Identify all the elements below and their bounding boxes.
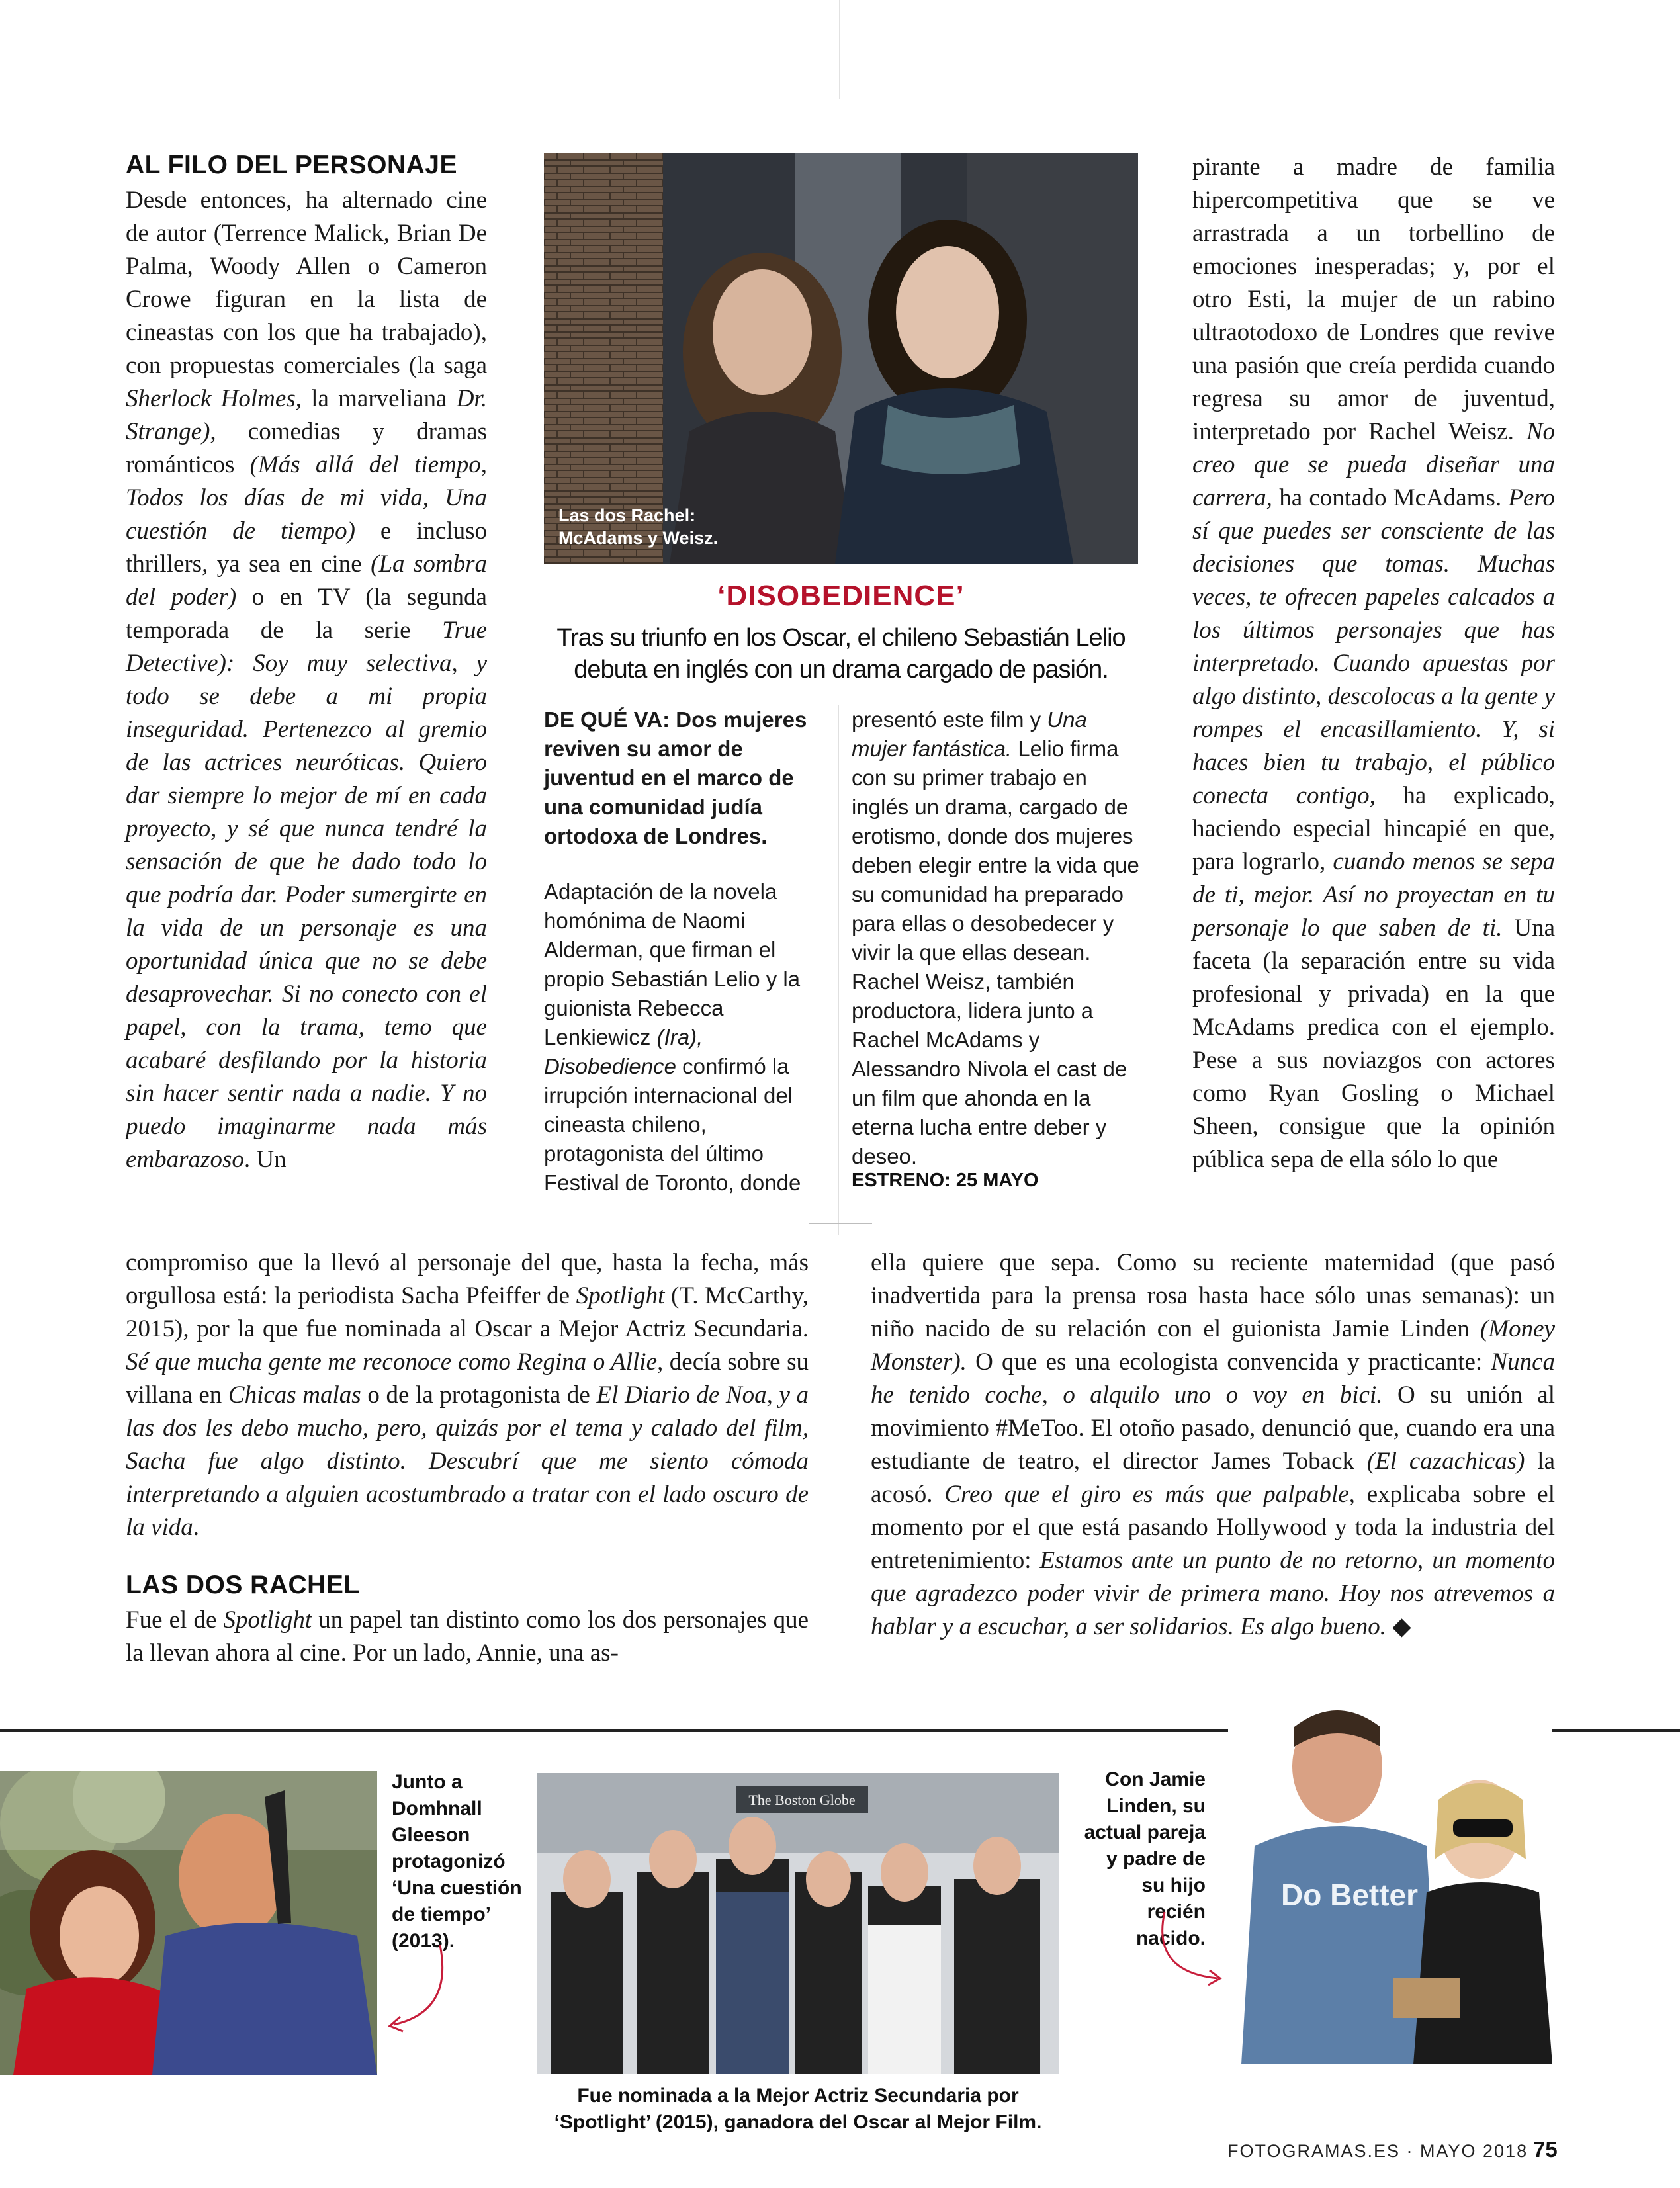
wide-right-paragraph: ella quiere que sepa. Como su reciente maternidad (que pasó inadvertida para la prensa rosa hasta hace sólo unas semanas): un niño nacido de su relación con el guionista Jamie Linden (Money Monster). O que es una ecologista convencida y practicante: Nunca he tenido coche, o alquilo uno o voy en bici. O su unión al movimiento #MeToo. El otoño pasado, denunció que, cuando era una estudiante de teatro, el director James Toback (El cazachicas) la acosó. Creo que el giro es más que palpable, explicaba sobre el momento por el que está pasando Hollywood y toda la industria del entretenimiento: Estamos ante un punto de no retorno, un momento que agradezco poder vivir de primera mano. Hoy nos atrevemos a hablar y a escuchar, a ser solidarios. Es algo bueno. ◆	[871, 1249, 1556, 1640]
photo-sign-text: The Boston Globe	[748, 1792, 856, 1808]
box-release-date: ESTRENO: 25 MAYO	[852, 1170, 1039, 1191]
box-lead: DE QUÉ VA: Dos mujeres reviven su amor de juventud en el marco de una comunidad judía ortodoxa de Londres.	[544, 707, 807, 848]
box-body-left: Adaptación de la novela homónima de Naomi Alderman, que firman el propio Sebastián Lelio y la guionista Rebecca Lenkiewicz (Ira), Disobedience confirmó la irrupción internacional del cineasta chileno, protagonista del último Festival de Toronto, donde	[544, 879, 801, 1195]
photo-spotlight-cast	[537, 1773, 1059, 2074]
box-title: ‘DISOBEDIENCE’	[717, 580, 965, 612]
photo-scene-svg	[544, 153, 1138, 564]
jamie-linden-svg	[1228, 1694, 1552, 2064]
disobedience-photo	[544, 153, 1138, 564]
about-time-svg	[0, 1771, 377, 2075]
box-body-right: presentó este film y Una mujer fantástica. Lelio firma con su primer trabajo en inglés un drama, cargado de erotismo, donde dos mujeres deben elegir entre la vida que su comunidad ha preparado para ellas o desobedecer y vivir la que ellas desean. Rachel Weisz, también productora, lidera junto a Rachel McAdams y Alessandro Nivola el cast de un film que ahonda en la eterna lucha entre deber y deseo.	[852, 707, 1139, 1168]
col1-paragraph: Desde entonces, ha alternado cine de autor (Terrence Malick, Brian De Palma, Woody Allen o Cameron Crowe figuran en la lista de cineastas con los que ha trabajado), con propuestas comerciales (la saga Sherlock Holmes, la marveliana Dr. Strange), comedias y dramas románticos (Más allá del tiempo, Todos los días de mi vida, Una cuestión de tiempo) e incluso thrillers, ya sea en cine (La sombra del poder) o en TV (la segunda temporada de la serie True Detective): Soy muy selectiva, y todo se debe a mi propia inseguridad. Pertenezco al gremio de las actrices neuróticas. Quiero dar siempre lo mejor de mí en cada proyecto, y sé que nunca tendré la sensación de que he dado todo lo que podría dar. Poder sumergirte en la vida de un personaje es una oportunidad única que no se debe desaprovechar. Si no conecto con el papel, con la trama, temo que acabaré desfilando por la historia sin hacer sentir nada a nadie. Y no puedo imaginarme nada más embarazoso. Un	[126, 187, 488, 1173]
box-column-divider	[838, 705, 839, 1235]
wide-left-paragraph: compromiso que la llevó al personaje del que, hasta la fecha, más orgullosa está: la periodista Sacha Pfeiffer de Spotlight (T. McCarthy, 2015), por la que fue nominada al Oscar a Mejor Actriz Secundaria. Sé que mucha gente me reconoce como Regina o Allie, decía sobre su villana en Chicas malas o de la protagonista de El Diario de Noa, y a las dos les debo mucho, pero, quizás por el tema y calado del film, Sacha fue algo distinto. Descubrí que me siento cómoda interpretando a alguien acostumbrado a tratar con el lado oscuro de la vida.	[126, 1249, 809, 1541]
photo-about-time	[0, 1771, 377, 2075]
caption-jamie-linden: Con Jamie Linden, su actual pareja y padre de su hijo recién nacido.	[1084, 1769, 1206, 1949]
box-bottom-rule	[809, 1223, 872, 1224]
section-heading-al-filo: AL FILO DEL PERSONAJE	[126, 151, 457, 179]
caption-arrow-right	[1151, 1905, 1231, 1991]
wide-left-paragraph-2: Fue el de Spotlight un papel tan distinto como los dos personajes que la llevan ahora al cine. Por un lado, Annie, una as-	[126, 1606, 809, 1667]
photo-caption-rachel: Las dos Rachel: McAdams y Weisz.	[558, 505, 719, 548]
footer-site-date: FOTOGRAMAS.ES · MAYO 2018	[1227, 2141, 1528, 2161]
photo-jamie-linden	[1228, 1694, 1552, 2064]
page-fold-line	[839, 0, 840, 99]
page-number: 75	[1533, 2137, 1558, 2162]
section-heading-las-dos-rachel: LAS DOS RACHEL	[126, 1571, 360, 1599]
spotlight-svg	[537, 1773, 1059, 2074]
caption-spotlight: Fue nominada a la Mejor Actriz Secundaria por ‘Spotlight’ (2015), ganadora del Oscar al Mejor Film.	[554, 2085, 1042, 2133]
caption-about-time: Junto a Domhnall Gleeson protagonizó ‘Una cuestión de tiempo’ (2013).	[392, 1771, 522, 1952]
col3-paragraph: pirante a madre de familia hipercompetitiva que se ve arrastrada a un torbellino de emociones inesperadas; y, por el otro Esti, la mujer de un rabino ultraotodoxo de Londres que revive una pasión que creía perdida cuando regresa su amor de juventud, interpretado por Rachel Weisz. No creo que se pueda diseñar una carrera, ha contado McAdams. Pero sí que puedes ser consciente de las decisiones que tomas. Muchas veces, te ofrecen papeles calcados a los últimos personajes que has interpretado. Cuando apuestas por algo distinto, descolocas a la gente y rompes el encasillamiento. Y, si haces bien tu trabajo, el público conecta contigo, ha explicado, haciendo especial hincapié en que, para lograrlo, cuando menos se sepa de ti, mejor. Así no proyectan en tu personaje lo que saben de ti. Una faceta (la separación entre su vida profesional y privada) en la que McAdams predica con el ejemplo. Pese a sus noviazgos con actores como Ryan Gosling o Michael Sheen, consigue que la opinión pública sepa de ella sólo lo que	[1192, 153, 1556, 1173]
box-subtitle: Tras su triunfo en los Oscar, el chileno Sebastián Lelio debuta en inglés con un drama cargado de pasión.	[556, 624, 1126, 683]
shirt-text: Do Better	[1281, 1878, 1419, 1912]
caption-arrow-left	[380, 1939, 460, 2038]
